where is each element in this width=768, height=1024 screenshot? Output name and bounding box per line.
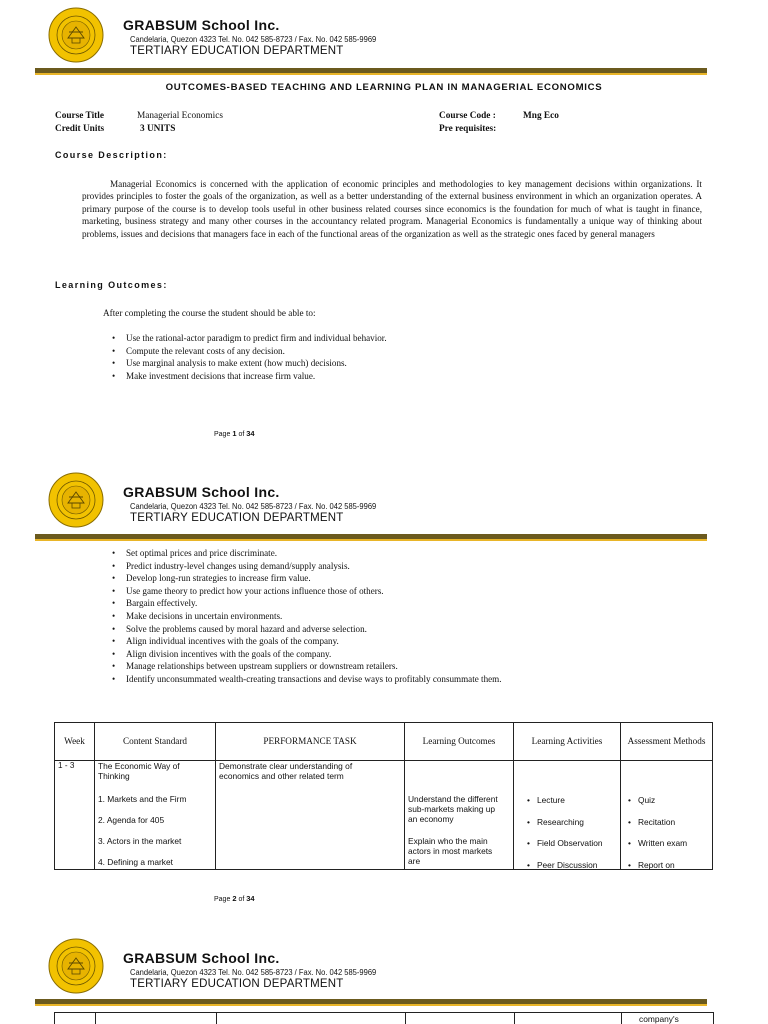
page-current: 1 <box>232 429 237 438</box>
cell-outcome: Explain who the main actors in most markets are <box>408 836 493 866</box>
performance-task-cell <box>216 761 405 870</box>
department-name: TERTIARY EDUCATION DEPARTMENT <box>130 45 344 57</box>
list-item: • Set optimal prices and price discriminate. <box>112 547 502 560</box>
content-item: 1. Markets and the Firm <box>98 794 187 804</box>
table-fragment-text: company's <box>639 1014 679 1024</box>
content-title: The Economic Way of Thinking <box>98 761 180 781</box>
outcomes-intro: After completing the course the student should be able to: <box>103 308 316 318</box>
table-divider <box>95 1013 96 1024</box>
assessment-item: • Recitation <box>628 817 675 827</box>
teaching-plan-table <box>54 722 713 870</box>
department-name: TERTIARY EDUCATION DEPARTMENT <box>130 978 344 990</box>
list-item: • Use marginal analysis to make extent (how much) decisions. <box>112 357 387 370</box>
list-item: • Identify unconsummated wealth-creating transactions and devise ways to profitably consummate them. <box>112 673 502 686</box>
course-code-label: Course Code : <box>439 111 496 121</box>
content-item: 2. Agenda for 405 <box>98 815 165 825</box>
list-item: • Make investment decisions that increase firm value. <box>112 370 387 383</box>
cell-outcome: Understand the different sub-markets making up an economy <box>408 794 498 824</box>
list-item: • Use game theory to predict how your actions influence those of others. <box>112 585 502 598</box>
page-number <box>214 894 255 903</box>
table-divider <box>621 1013 622 1024</box>
header-rule-gold <box>35 1004 707 1006</box>
assessment-item: • Quiz <box>628 795 655 805</box>
course-title-value: Managerial Economics <box>137 111 223 121</box>
column-header-content-standard: Content Standard <box>95 723 216 761</box>
activity-item: • Lecture <box>527 795 565 805</box>
department-name: TERTIARY EDUCATION DEPARTMENT <box>130 512 344 524</box>
list-item: • Compute the relevant costs of any decision. <box>112 345 387 358</box>
credit-units-value: 3 UNITS <box>140 124 176 134</box>
page-of: of <box>238 896 245 903</box>
learning-activities-cell <box>514 761 621 870</box>
learning-outcomes-list <box>112 332 387 382</box>
school-address: Candelaria, Quezon 4323 Tel. No. 042 585-8723 / Fax. No. 042 585-9969 <box>130 501 377 511</box>
list-item: • Use the rational-actor paradigm to predict firm and individual behavior. <box>112 332 387 345</box>
learning-outcomes-heading: Learning Outcomes: <box>55 280 168 290</box>
page-total: 34 <box>246 429 255 438</box>
school-seal-logo <box>48 472 104 528</box>
course-description-heading: Course Description: <box>55 150 168 160</box>
week-cell <box>55 761 95 870</box>
course-code-value: Mng Eco <box>523 111 559 121</box>
page-prefix: Page <box>214 896 231 903</box>
list-item: • Develop long-run strategies to increase firm value. <box>112 572 502 585</box>
page-of: of <box>238 431 245 438</box>
activity-item: • Field Observation <box>527 838 603 848</box>
content-item: 3. Actors in the market <box>98 836 182 846</box>
activity-item: • Researching <box>527 817 584 827</box>
assessment-item: • Report on <box>628 860 675 870</box>
column-header-learning-outcomes: Learning Outcomes <box>405 723 514 761</box>
school-seal-logo <box>48 938 104 994</box>
document-page-3 <box>0 936 768 1024</box>
page-prefix: Page <box>214 431 231 438</box>
header-rule-gold <box>35 73 707 75</box>
column-header-week: Week <box>55 723 95 761</box>
column-header-learning-activities: Learning Activities <box>514 723 621 761</box>
week-value: 1 - 3 <box>58 761 75 770</box>
page-total: 34 <box>246 894 255 903</box>
school-address: Candelaria, Quezon 4323 Tel. No. 042 585-8723 / Fax. No. 042 585-9969 <box>130 967 377 977</box>
prerequisites-label: Pre requisites: <box>439 124 497 134</box>
header-rule-gold <box>35 539 707 541</box>
list-item: • Bargain effectively. <box>112 597 502 610</box>
course-description-text: Managerial Economics is concerned with the application of economic principles and methodologies to key management decisions within organizations. It provides principles to foster the goals of the organization, as well as a better understanding of the external business environment in which an organization operates. A primary purpose of the course is to develop tools useful in other business related courses since economics is the foundation for much of what is taught in finance, marketing, business strategy and many other courses in the accountancy related program. Managerial Economics is fundamentally a unique way of thinking about problems, issues and decisions that managers face in each of the functional areas of the organization as well as the strategic ones faced by general managers <box>82 179 702 239</box>
table-fragment <box>54 1012 714 1024</box>
list-item: • Align individual incentives with the goals of the company. <box>112 635 502 648</box>
content-standard-cell <box>95 761 216 870</box>
activity-item: • Peer Discussion <box>527 860 597 870</box>
table-divider <box>514 1013 515 1024</box>
assessment-methods-cell <box>621 761 713 870</box>
credit-units-label: Credit Units <box>55 124 105 134</box>
school-name: GRABSUM School Inc. <box>123 484 280 500</box>
list-item: • Align division incentives with the goals of the company. <box>112 648 502 661</box>
list-item: • Solve the problems caused by moral hazard and adverse selection. <box>112 623 502 636</box>
table-header-row <box>55 723 713 761</box>
assessment-item: • Written exam <box>628 838 687 848</box>
table-divider <box>405 1013 406 1024</box>
content-item: 4. Defining a market <box>98 857 173 867</box>
list-item: • Manage relationships between upstream suppliers or downstream retailers. <box>112 660 502 673</box>
performance-task-text: Demonstrate clear understanding of economics and other related term <box>219 761 353 781</box>
school-name: GRABSUM School Inc. <box>123 950 280 966</box>
table-row <box>55 761 713 870</box>
learning-outcomes-cell <box>405 761 514 870</box>
table-divider <box>216 1013 217 1024</box>
school-name: GRABSUM School Inc. <box>123 17 280 33</box>
school-seal-logo <box>48 7 104 63</box>
list-item: • Make decisions in uncertain environments. <box>112 610 502 623</box>
list-item: • Predict industry-level changes using demand/supply analysis. <box>112 560 502 573</box>
column-header-performance-task: PERFORMANCE TASK <box>216 723 405 761</box>
learning-outcomes-list-continued <box>112 547 502 686</box>
school-address: Candelaria, Quezon 4323 Tel. No. 042 585-8723 / Fax. No. 042 585-9969 <box>130 34 377 44</box>
course-title-label: Course Title <box>55 111 104 121</box>
document-title: OUTCOMES-BASED TEACHING AND LEARNING PLAN IN MANAGERIAL ECONOMICS <box>165 82 603 93</box>
document-page-2 <box>0 470 768 930</box>
document-page-1 <box>0 0 768 460</box>
page-current: 2 <box>232 894 237 903</box>
page-number <box>214 429 255 438</box>
column-header-assessment-methods: Assessment Methods <box>621 723 713 761</box>
